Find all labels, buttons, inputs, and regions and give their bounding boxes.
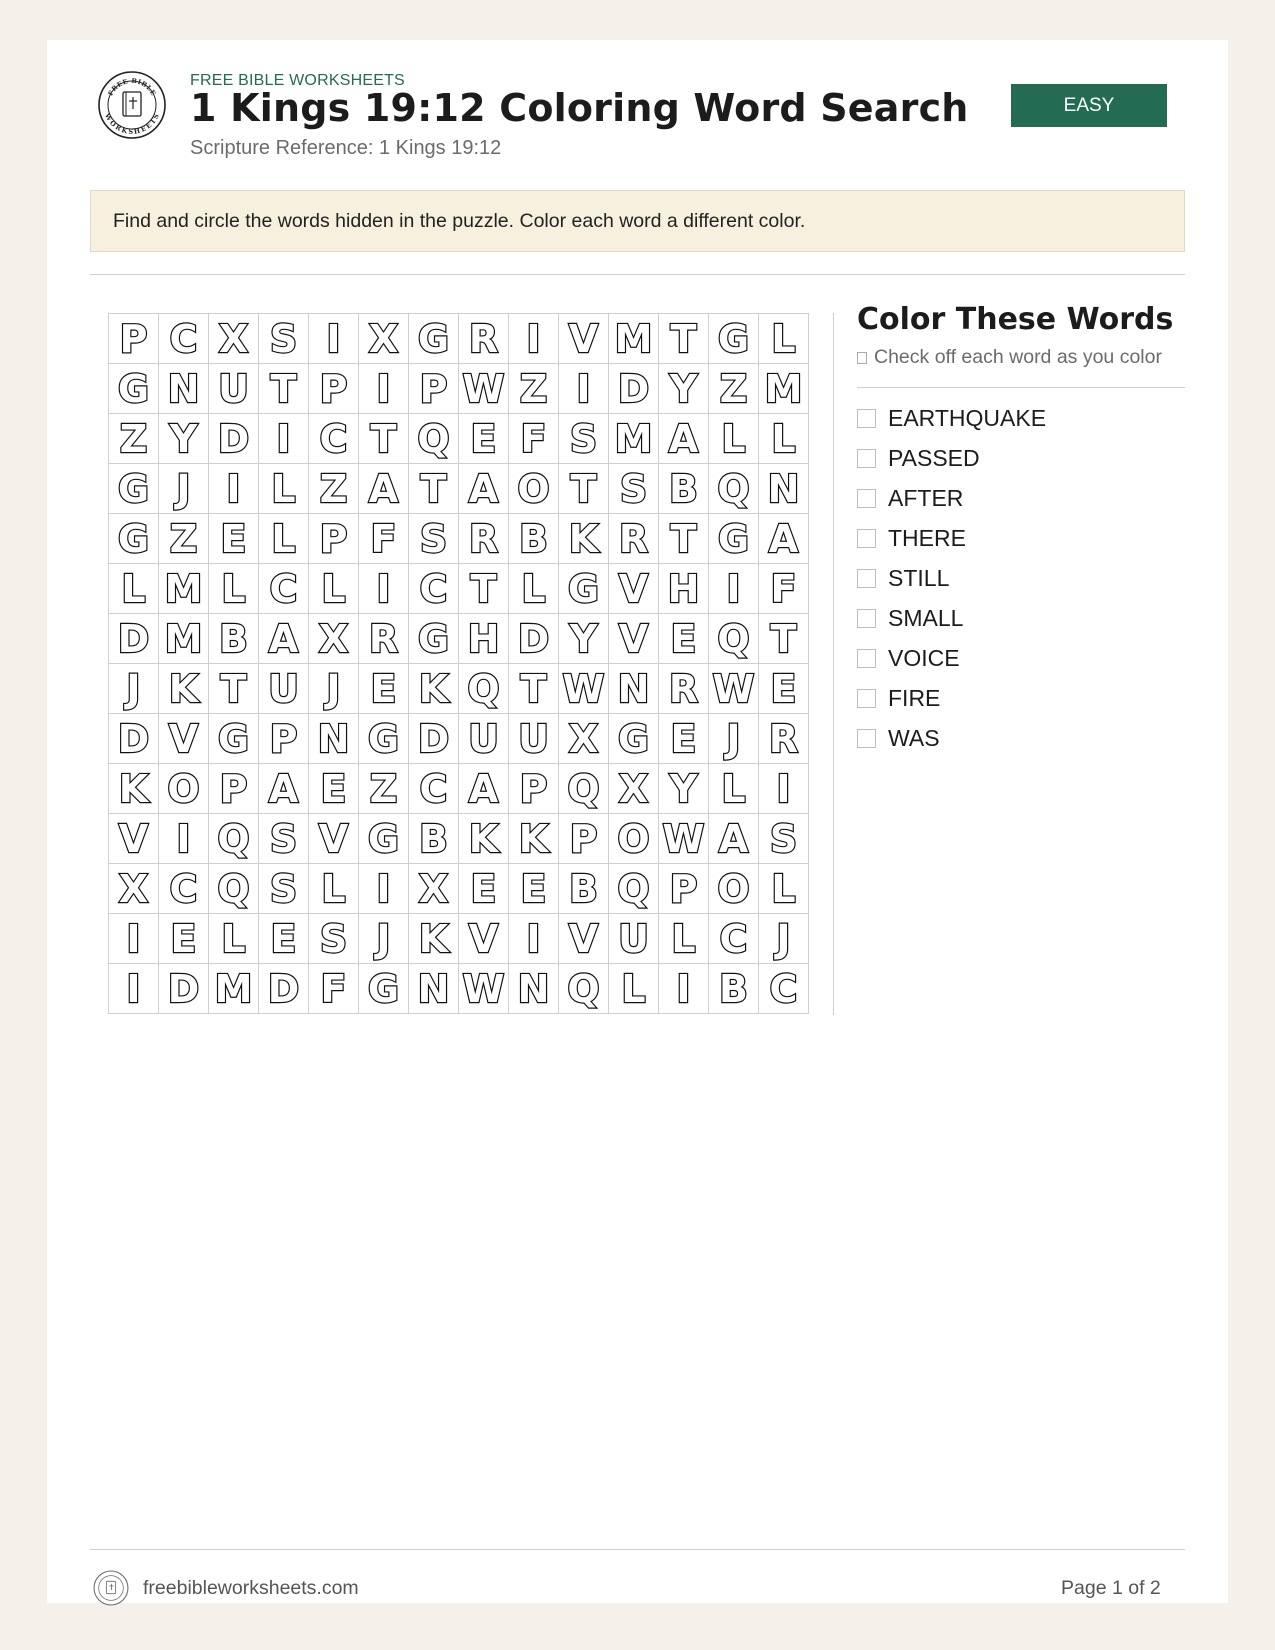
grid-cell: N — [509, 964, 559, 1014]
word-label: STILL — [888, 564, 950, 591]
grid-cell: G — [209, 714, 259, 764]
word-list-divider — [857, 387, 1185, 388]
grid-cell: N — [309, 714, 359, 764]
grid-cell: J — [359, 914, 409, 964]
grid-cell: T — [659, 514, 709, 564]
word-search-grid — [108, 313, 809, 1014]
grid-cell: R — [459, 514, 509, 564]
grid-cell: T — [559, 464, 609, 514]
grid-cell: J — [159, 464, 209, 514]
word-list-item — [857, 478, 1046, 518]
grid-cell: G — [559, 564, 609, 614]
grid-cell: X — [359, 314, 409, 364]
word-list-subtitle — [857, 346, 1162, 369]
grid-cell: I — [659, 964, 709, 1014]
grid-cell: Z — [509, 364, 559, 414]
grid-cell: Z — [359, 764, 409, 814]
grid-cell: Z — [109, 414, 159, 464]
grid-cell: G — [109, 464, 159, 514]
grid-cell: O — [159, 764, 209, 814]
grid-cell: G — [359, 814, 409, 864]
footer-logo-icon — [93, 1570, 129, 1606]
grid-cell: V — [559, 914, 609, 964]
grid-cell: Y — [559, 614, 609, 664]
grid-cell: C — [409, 564, 459, 614]
grid-cell: Q — [709, 464, 759, 514]
word-label: EARTHQUAKE — [888, 404, 1047, 431]
header-divider — [90, 274, 1185, 275]
grid-cell: A — [259, 764, 309, 814]
grid-cell: N — [159, 364, 209, 414]
grid-cell: L — [759, 414, 809, 464]
word-list-item — [857, 598, 1046, 638]
grid-cell: B — [509, 514, 559, 564]
word-label: AFTER — [888, 484, 964, 511]
grid-cell: G — [709, 314, 759, 364]
grid-cell: V — [159, 714, 209, 764]
grid-cell: T — [359, 414, 409, 464]
word-list-title: Color These Words — [857, 302, 1174, 337]
grid-cell: L — [759, 314, 809, 364]
grid-cell: A — [659, 414, 709, 464]
grid-cell: Y — [659, 364, 709, 414]
grid-cell: N — [609, 664, 659, 714]
grid-cell: L — [709, 764, 759, 814]
grid-cell: W — [709, 664, 759, 714]
grid-cell: B — [409, 814, 459, 864]
grid-cell: L — [609, 964, 659, 1014]
scripture-reference: Scripture Reference: 1 Kings 19:12 — [190, 137, 502, 159]
grid-cell: T — [209, 664, 259, 714]
grid-cell: L — [259, 514, 309, 564]
grid-cell: J — [759, 914, 809, 964]
grid-cell: L — [759, 864, 809, 914]
grid-cell: I — [359, 364, 409, 414]
grid-cell: I — [509, 314, 559, 364]
grid-cell: G — [409, 614, 459, 664]
grid-cell: Q — [559, 764, 609, 814]
grid-cell: I — [559, 364, 609, 414]
word-checkbox[interactable] — [857, 449, 876, 468]
word-checkbox[interactable] — [857, 609, 876, 628]
word-list-subtitle-text: Check off each word as you color — [874, 346, 1162, 368]
grid-cell: E — [459, 414, 509, 464]
grid-cell: D — [209, 414, 259, 464]
worksheet-page — [47, 40, 1228, 1603]
grid-cell: E — [209, 514, 259, 564]
grid-cell: G — [109, 364, 159, 414]
grid-cell: T — [659, 314, 709, 364]
word-label: WAS — [888, 724, 940, 751]
grid-cell: L — [259, 464, 309, 514]
grid-cell: K — [159, 664, 209, 714]
grid-cell: F — [759, 564, 809, 614]
grid-cell: U — [609, 914, 659, 964]
grid-cell: R — [759, 714, 809, 764]
grid-cell: X — [109, 864, 159, 914]
grid-cell: U — [259, 664, 309, 714]
grid-cell: G — [109, 514, 159, 564]
grid-cell: T — [759, 614, 809, 664]
grid-cell: J — [309, 664, 359, 714]
grid-cell: U — [459, 714, 509, 764]
grid-cell: J — [109, 664, 159, 714]
grid-cell: Q — [709, 614, 759, 664]
grid-cell: K — [509, 814, 559, 864]
grid-cell: H — [459, 614, 509, 664]
grid-cell: S — [309, 914, 359, 964]
grid-cell: F — [359, 514, 409, 564]
svg-text:FREE BIBLE: FREE BIBLE — [106, 76, 158, 98]
grid-cell: G — [359, 964, 409, 1014]
grid-cell: G — [409, 314, 459, 364]
checkbox-hint-icon — [857, 352, 867, 364]
grid-cell: F — [509, 414, 559, 464]
grid-cell: V — [609, 614, 659, 664]
grid-cell: E — [159, 914, 209, 964]
grid-cell: L — [309, 564, 359, 614]
grid-cell: L — [209, 914, 259, 964]
grid-cell: I — [259, 414, 309, 464]
grid-cell: M — [759, 364, 809, 414]
grid-cell: V — [109, 814, 159, 864]
grid-cell: Z — [159, 514, 209, 564]
grid-cell: F — [309, 964, 359, 1014]
grid-cell: S — [759, 814, 809, 864]
grid-cell: G — [359, 714, 409, 764]
grid-cell: A — [759, 514, 809, 564]
word-checkbox[interactable] — [857, 569, 876, 588]
grid-cell: Z — [709, 364, 759, 414]
word-checkbox[interactable] — [857, 649, 876, 668]
word-list-item — [857, 438, 1046, 478]
grid-cell: P — [109, 314, 159, 364]
grid-cell: Q — [209, 814, 259, 864]
grid-cell: D — [159, 964, 209, 1014]
grid-cell: K — [409, 914, 459, 964]
grid-cell: P — [259, 714, 309, 764]
grid-cell: N — [409, 964, 459, 1014]
svg-text:WORKSHEETS: WORKSHEETS — [102, 112, 162, 136]
grid-cell: P — [309, 364, 359, 414]
grid-cell: D — [409, 714, 459, 764]
grid-cell: B — [209, 614, 259, 664]
column-divider — [833, 313, 834, 1015]
grid-cell: E — [659, 614, 709, 664]
grid-cell: L — [659, 914, 709, 964]
grid-cell: N — [759, 464, 809, 514]
grid-cell: O — [509, 464, 559, 514]
page-number: Page 1 of 2 — [1061, 1577, 1161, 1599]
grid-cell: E — [759, 664, 809, 714]
grid-cell: M — [159, 614, 209, 664]
grid-cell: E — [459, 864, 509, 914]
grid-cell: T — [259, 364, 309, 414]
grid-cell: V — [609, 564, 659, 614]
grid-cell: V — [459, 914, 509, 964]
grid-cell: S — [409, 514, 459, 564]
grid-cell: E — [309, 764, 359, 814]
grid-cell: A — [259, 614, 309, 664]
grid-cell: E — [509, 864, 559, 914]
grid-cell: U — [209, 364, 259, 414]
word-label: SMALL — [888, 604, 964, 631]
grid-cell: Q — [459, 664, 509, 714]
grid-cell: W — [559, 664, 609, 714]
grid-cell: E — [359, 664, 409, 714]
grid-cell: O — [709, 864, 759, 914]
page-title: 1 Kings 19:12 Coloring Word Search — [190, 86, 969, 130]
grid-cell: B — [659, 464, 709, 514]
grid-cell: T — [459, 564, 509, 614]
grid-cell: I — [709, 564, 759, 614]
word-checkbox[interactable] — [857, 409, 876, 428]
grid-cell: S — [259, 814, 309, 864]
grid-cell: G — [609, 714, 659, 764]
grid-cell: L — [309, 864, 359, 914]
grid-cell: L — [509, 564, 559, 614]
grid-cell: I — [509, 914, 559, 964]
word-checkbox[interactable] — [857, 729, 876, 748]
word-checkbox[interactable] — [857, 689, 876, 708]
word-list-item — [857, 678, 1046, 718]
grid-cell: W — [459, 364, 509, 414]
grid-cell: P — [659, 864, 709, 914]
grid-cell: I — [359, 864, 409, 914]
grid-cell: E — [259, 914, 309, 964]
word-label: PASSED — [888, 444, 980, 471]
grid-cell: B — [709, 964, 759, 1014]
word-label: VOICE — [888, 644, 960, 671]
grid-cell: S — [259, 314, 309, 364]
grid-cell: D — [259, 964, 309, 1014]
grid-cell: Y — [659, 764, 709, 814]
grid-cell: X — [559, 714, 609, 764]
grid-cell: K — [459, 814, 509, 864]
instructions-box — [90, 190, 1185, 252]
grid-cell: V — [309, 814, 359, 864]
word-label: THERE — [888, 524, 966, 551]
grid-cell: I — [359, 564, 409, 614]
footer-url: freebibleworksheets.com — [143, 1577, 359, 1599]
grid-cell: I — [209, 464, 259, 514]
grid-cell: S — [559, 414, 609, 464]
grid-cell: T — [409, 464, 459, 514]
grid-cell: R — [659, 664, 709, 714]
grid-cell: I — [109, 964, 159, 1014]
grid-cell: H — [659, 564, 709, 614]
grid-cell: Q — [609, 864, 659, 914]
word-list-item — [857, 518, 1046, 558]
grid-cell: M — [609, 314, 659, 364]
grid-cell: P — [209, 764, 259, 814]
grid-cell: T — [509, 664, 559, 714]
grid-cell: C — [759, 964, 809, 1014]
grid-cell: C — [159, 314, 209, 364]
word-checkbox[interactable] — [857, 489, 876, 508]
grid-cell: X — [609, 764, 659, 814]
grid-cell: D — [609, 364, 659, 414]
grid-cell: V — [559, 314, 609, 364]
word-list — [857, 398, 1046, 758]
grid-cell: B — [559, 864, 609, 914]
footer-divider — [90, 1549, 1185, 1550]
grid-cell: E — [659, 714, 709, 764]
grid-cell: C — [259, 564, 309, 614]
grid-cell: P — [309, 514, 359, 564]
grid-cell: R — [359, 614, 409, 664]
grid-cell: D — [509, 614, 559, 664]
grid-cell: R — [459, 314, 509, 364]
word-label: FIRE — [888, 684, 941, 711]
grid-cell: I — [159, 814, 209, 864]
bible-seal-logo-icon — [97, 70, 167, 140]
grid-cell: W — [459, 964, 509, 1014]
grid-cell: C — [309, 414, 359, 464]
grid-cell: Q — [409, 414, 459, 464]
grid-cell: M — [159, 564, 209, 614]
grid-cell: C — [409, 764, 459, 814]
grid-cell: Z — [309, 464, 359, 514]
grid-cell: P — [409, 364, 459, 414]
grid-cell: U — [509, 714, 559, 764]
grid-cell: C — [159, 864, 209, 914]
grid-cell: I — [759, 764, 809, 814]
grid-cell: X — [409, 864, 459, 914]
grid-cell: I — [309, 314, 359, 364]
grid-cell: A — [359, 464, 409, 514]
difficulty-badge: EASY — [1011, 84, 1167, 127]
grid-cell: R — [609, 514, 659, 564]
grid-cell: K — [109, 764, 159, 814]
grid-cell: M — [609, 414, 659, 464]
grid-cell: A — [709, 814, 759, 864]
grid-cell: W — [659, 814, 709, 864]
grid-cell: L — [709, 414, 759, 464]
grid-cell: P — [559, 814, 609, 864]
grid-cell: J — [709, 714, 759, 764]
grid-cell: S — [259, 864, 309, 914]
brand-name: FREE BIBLE WORKSHEETS — [190, 72, 405, 89]
grid-cell: D — [109, 614, 159, 664]
grid-cell: Q — [559, 964, 609, 1014]
grid-cell: D — [109, 714, 159, 764]
grid-cell: Y — [159, 414, 209, 464]
grid-cell: M — [209, 964, 259, 1014]
grid-cell: L — [209, 564, 259, 614]
grid-cell: K — [559, 514, 609, 564]
grid-cell: S — [609, 464, 659, 514]
grid-cell: P — [509, 764, 559, 814]
grid-cell: A — [459, 764, 509, 814]
grid-cell: O — [609, 814, 659, 864]
word-list-item — [857, 558, 1046, 598]
word-list-item — [857, 398, 1046, 438]
word-checkbox[interactable] — [857, 529, 876, 548]
grid-cell: K — [409, 664, 459, 714]
grid-cell: C — [709, 914, 759, 964]
grid-cell: X — [209, 314, 259, 364]
grid-cell: G — [709, 514, 759, 564]
grid-cell: I — [109, 914, 159, 964]
word-list-item — [857, 718, 1046, 758]
grid-cell: Q — [209, 864, 259, 914]
word-list-item — [857, 638, 1046, 678]
grid-cell: L — [109, 564, 159, 614]
instructions-text: Find and circle the words hidden in the puzzle. Color each word a different color. — [113, 209, 806, 232]
grid-cell: A — [459, 464, 509, 514]
grid-cell: X — [309, 614, 359, 664]
